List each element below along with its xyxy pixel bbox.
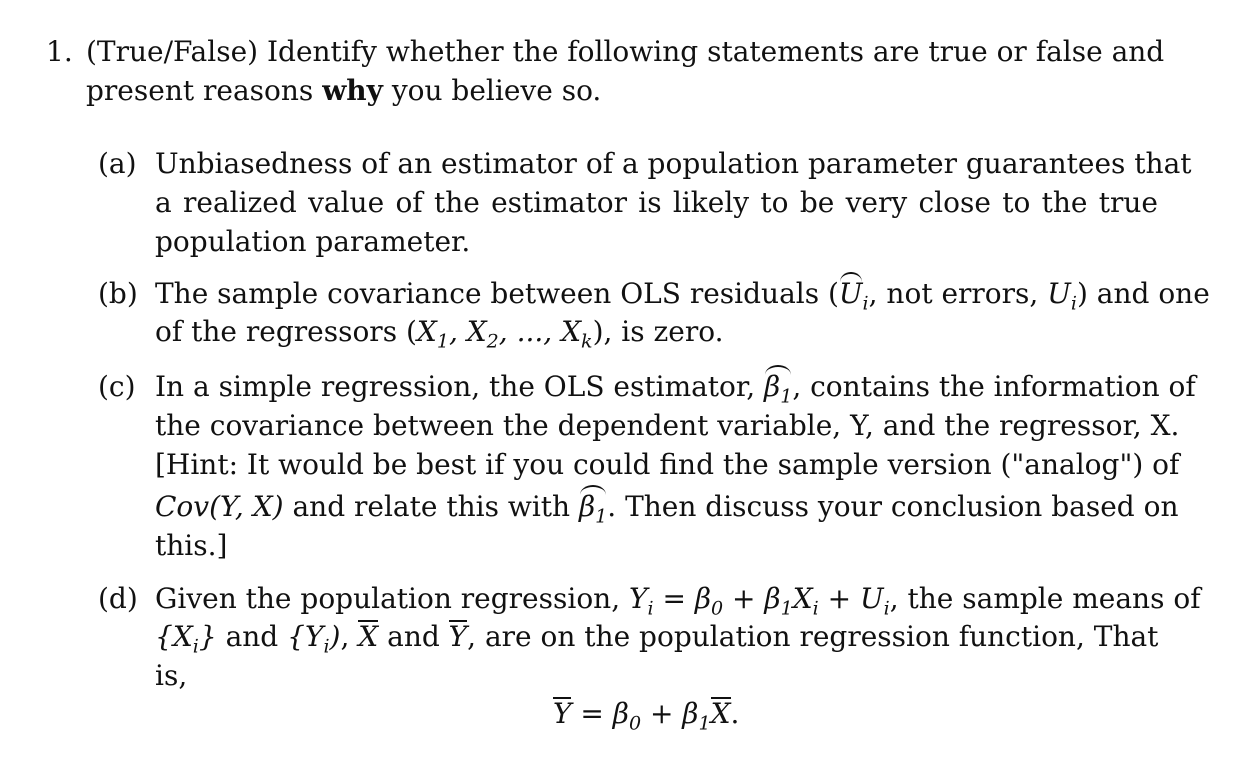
part-c-line-3: [Hint: It would be best if you could find the sample version ("analog") of [155, 448, 1180, 481]
math-cov-y-x: Cov(Y, X) [155, 490, 284, 523]
math-beta1-hat-2: $\beta_1$ [578, 490, 608, 528]
part-a-line-3: population parameter. [155, 225, 471, 258]
math-set-x: $\{X_i\}$ [155, 620, 217, 658]
part-c-line-5: this.] [155, 529, 228, 562]
part-b-label: (b) [98, 277, 138, 310]
math-regressor-list: $X_1$, $X_2$, ..., $X_k$ [416, 315, 593, 353]
part-a-label: (a) [98, 147, 137, 180]
math-population-regression: $Y_i = \beta_0 + \beta_1X_i + U_i$ [629, 582, 890, 620]
part-b-line-2: of the regressors ($X_1$, $X_2$, ..., $X_k$), is zero. [155, 315, 724, 353]
emphasis-why: why [322, 74, 383, 107]
part-d-label: (d) [98, 582, 138, 615]
math-residual-hat-u: $U_i$ [838, 277, 869, 315]
part-a-line-2: a realized value of the estimator is likely to be very close to the true [155, 186, 1158, 219]
part-a-line-1: Unbiasedness of an estimator of a population parameter guarantees that [155, 147, 1192, 180]
math-display-equation: $Y = \beta_0 + \beta_1X$. [553, 697, 740, 735]
part-c-line-1: In a simple regression, the OLS estimator, $\beta_1$, contains the information of [155, 370, 1196, 408]
part-c-line-2: the covariance between the dependent variable, Y, and the regressor, X. [155, 409, 1180, 442]
part-d-line-3: is, [155, 659, 188, 692]
part-d-line-2: $\{X_i\}$ and $\{Y_i)$, X and Y, are on the population regression function, That [155, 620, 1159, 658]
math-error-u: $U_i$ [1047, 277, 1077, 315]
part-c-line-4: Cov(Y, X) and relate this with $\beta_1$. Then discuss your conclusion based on [155, 490, 1179, 528]
intro-line-1: (True/False) Identify whether the following statements are true or false and [86, 35, 1165, 68]
math-set-y: $\{Y_i)$ [287, 620, 341, 658]
part-c-label: (c) [98, 370, 136, 403]
math-beta1-hat: $\beta_1$ [764, 370, 793, 408]
part-b-line-1: The sample covariance between OLS residuals ($U_i$, not errors, $U_i$) and one [155, 277, 1210, 315]
part-d-line-1: Given the population regression, $Y_i = \beta_0 + \beta_1X_i + U_i$, the sample means of [155, 582, 1201, 620]
math-x-bar: X [358, 620, 379, 653]
question-number: 1. [46, 35, 73, 68]
math-y-bar: Y [448, 620, 468, 653]
intro-line-2: present reasons why you believe so. [86, 74, 602, 107]
